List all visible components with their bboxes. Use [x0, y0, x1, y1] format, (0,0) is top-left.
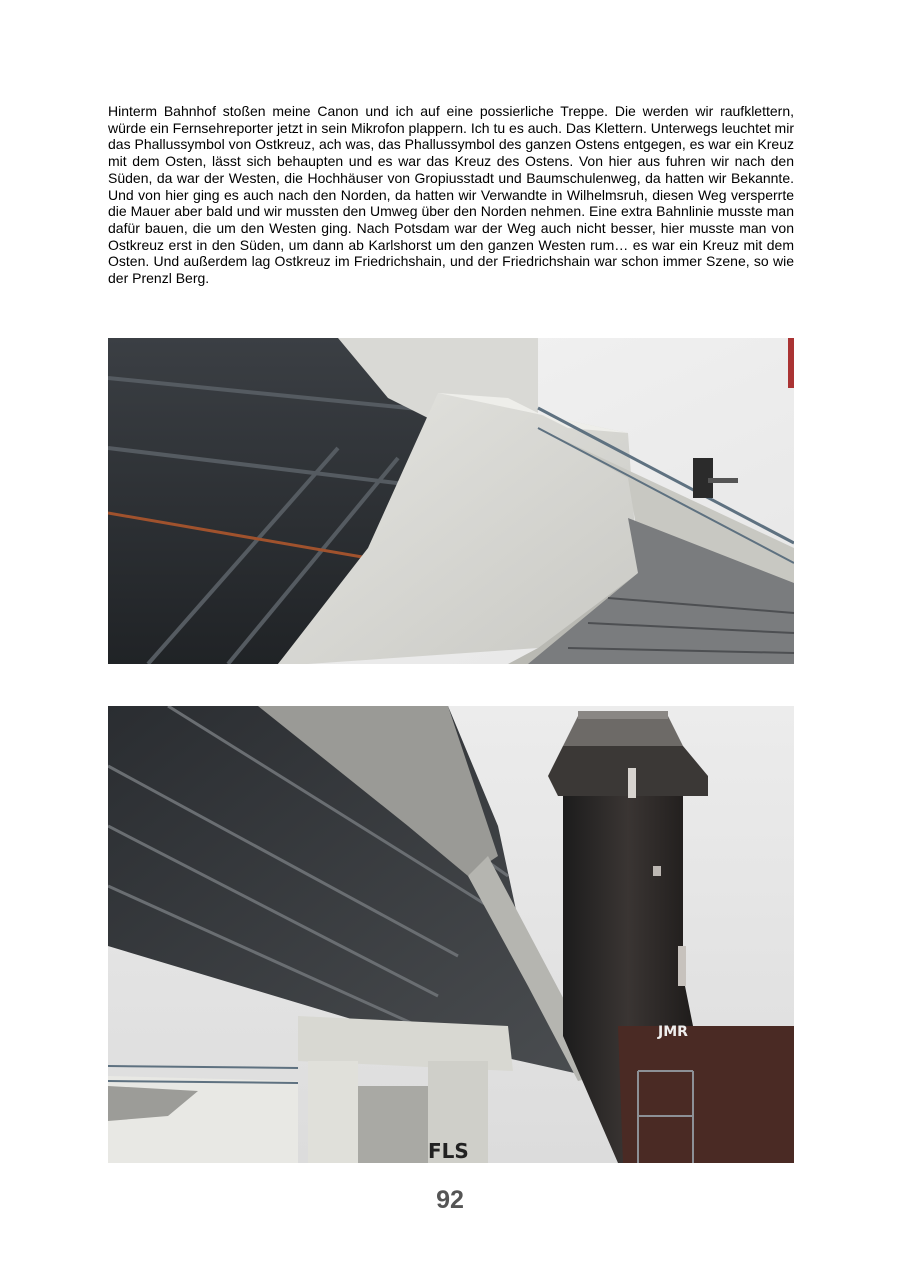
wall-graffiti: FLS [428, 1139, 469, 1163]
body-paragraph: Hinterm Bahnhof stoßen meine Canon und ich auf eine possierliche Treppe. Die werden wir raufklettern, würde ein Fernsehreporter jetzt in sein Mikrofon plappern. Ich tu es auch. Das Klettern. Unterwegs leuchtet mir das Phallussymbol von Ostkreuz, ach was, das Phallussymbol des ganzen Ostens entgegen, es war ein Kreuz mit dem Osten, lässt sich behaupten und es war das Kreuz des Ostens. Von hier aus fuhren wir nach den Süden, da war der Westen, die Hochhäuser von Gropiusstadt und Baumschulenweg, da hatten wir Bekannte. Und von hier ging es auch nach den Norden, da hatten wir Verwandte in Wilhelmsruh, diesen Weg versperrte die Mauer aber bald und wir mussten den Umweg über den Norden nehmen. Eine extra Bahnlinie musste man dafür bauen, die um den Westen ging. Nach Potsdam war der Weg auch nicht besser, hier musste man von Ostkreuz erst in den Süden, um dann ab Karlshorst um den ganzen Westen rum… es war ein Kreuz mit dem Osten. Und außerdem lag Ostkreuz im Friedrichshain, und der Friedrichshain war schon immer Szene, so wie der Prenzl Berg. [108, 103, 794, 287]
water-tower-photo [108, 706, 794, 1163]
bridge-pier-photo [108, 338, 794, 664]
tower-graffiti: JMR [658, 1024, 688, 1040]
page-number: 92 [436, 1186, 464, 1214]
